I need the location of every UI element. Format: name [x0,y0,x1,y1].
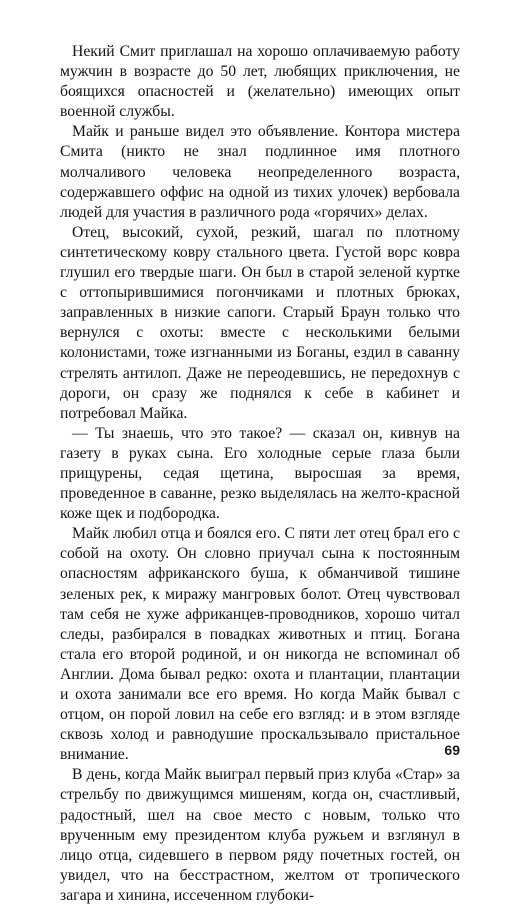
page-number: 69 [444,742,460,758]
paragraph: Майк любил отца и боялся его. С пяти лет отец брал его с собой на охоту. Он словно приучал сына к постоянным опасностям африканского буша, к обманчивой тишине зеленых рек, к миражу мангровых болот. Отец чувствовал там себя не хуже африканцев-проводников, хорошо читал следы, разбирался в повадках животных и птиц. Богана стала его второй родиной, и он никогда не вспоминал об Англии. Дома бывал редко: охота и плантации, плантации и охота занимали все его время. Но когда Майк бывал с отцом, он порой ловил на себе его взгляд: и в этом взгляде сквозь холод и равнодушие проскальзывало пристальное внимание. [60,525,460,764]
paragraph: В день, когда Майк выиграл первый приз клуба «Стар» за стрельбу по движущимся мишеням, когда он, счастливый, радостный, шел на свое место с новым, только что врученным ему президентом клуба ружьем и взглянул в лицо отца, сидевшего в первом ряду почетных гостей, он увидел, что на бесстрастном, желтом от тропического загара и хинина, иссеченном глубоки- [60,766,460,904]
paragraph: Отец, высокий, сухой, резкий, шагал по плотному синтетическому ковру стального цвета. Густой ворс ковра глушил его твердые шаги. Он был в старой зеленой куртке с оттопырившимися погончиками и плотных брюках, заправленных в низкие сапоги. Старый Браун только что вернулся с охоты: вместе с несколькими белыми колонистами, тоже изгнанными из Боганы, ездил в саванну стрелять антилоп. Даже не переодевшись, не передохнув с дороги, он сразу же поднялся к себе в кабинет и потребовал Майка. [60,223,460,422]
paragraph: Некий Смит приглашал на хорошо оплачиваемую работу мужчин в возрасте до 50 лет, любящих приключения, не боящихся опасностей и (желательно) имеющих опыт военной службы. [60,43,460,121]
paragraph: — Ты знаешь, что это такое? — сказал он, кивнув на газету в руках сына. Его холодные серые глаза были прищурены, седая щетина, выросшая за время, проведенное в саванне, резко выделялась на желто-красной коже щек и подбородка. [60,424,460,523]
paragraph: Майк и раньше видел это объявление. Контора мистера Смита (никто не знал подлинное имя плотного молчаливого человека неопределенного возраста, содержавшего оффис на одной из тихих улочек) вербовала людей для участия в различного рода «горячих» делах. [60,123,460,221]
